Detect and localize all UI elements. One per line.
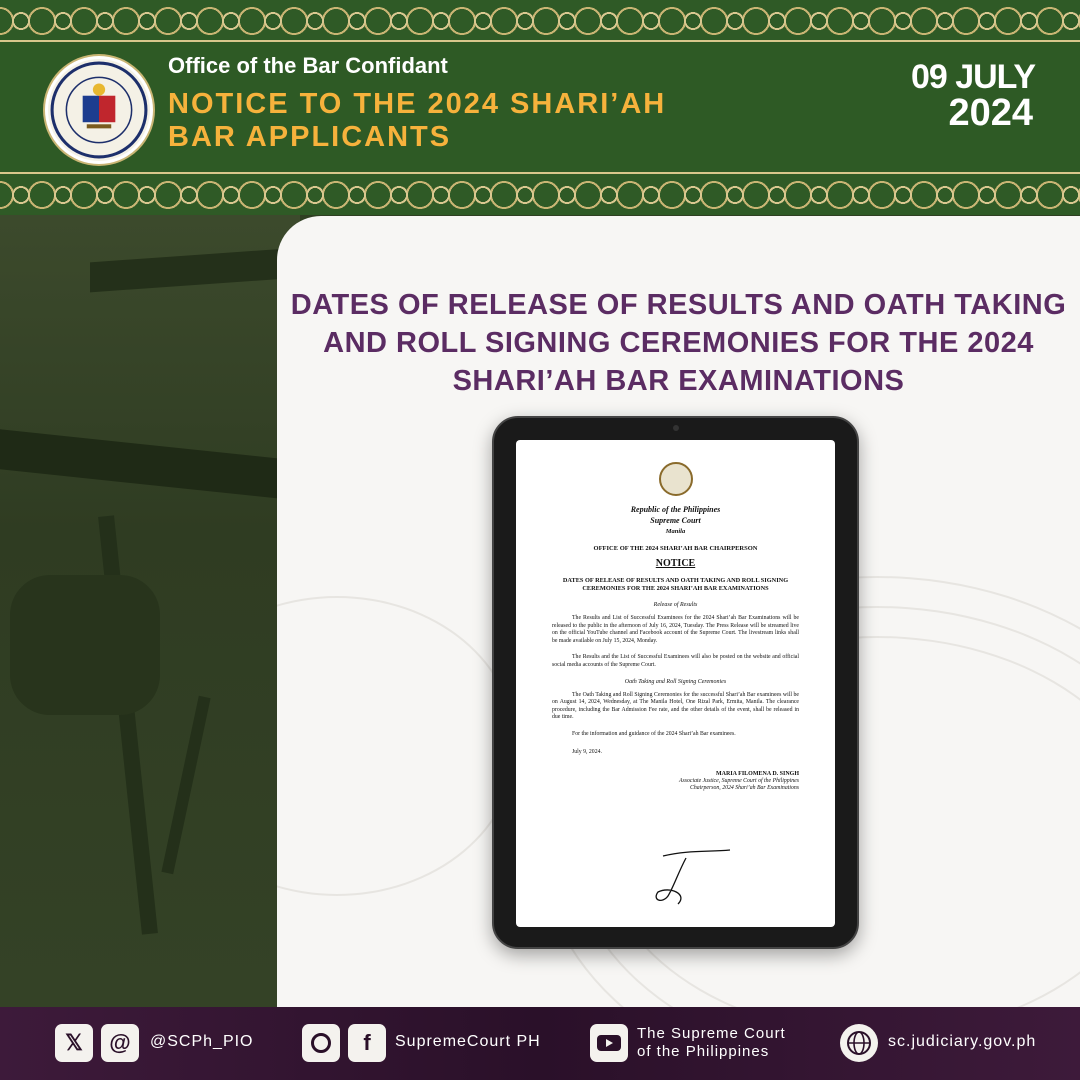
office-name: Office of the Bar Confidant: [168, 53, 448, 78]
document-title: DATES OF RELEASE OF RESULTS AND OATH TAKING AND ROLL SIGNING CEREMONIES FOR THE 2024 SHARI’AH BAR EXAMINATIONS: [562, 577, 789, 592]
document-paragraph-3: The Oath Taking and Roll Signing Ceremonies for the successful Shari’ah Bar examinees will be on August 14, 2024, Wednesday, at The Manila Hotel, One Rizal Park, Ermita, Manila. The clearance procedure, including the Bar Admission Fee rate, and the other details of the event, shall be released in due time.: [552, 691, 799, 721]
globe-icon[interactable]: [840, 1024, 878, 1062]
content-panel: [277, 216, 1080, 1008]
document-office: OFFICE OF THE 2024 SHARI’AH BAR CHAIRPERSON: [593, 545, 758, 552]
document-signer-role-1: Associate Justice, Supreme Court of the Philippines: [678, 777, 799, 784]
document-paragraph-1: The Results and List of Successful Examinees for the 2024 Shari’ah Bar Examinations will be released to the public in the afternoon of July 16, 2024, Tuesday. The Press Release will be streamed live on the official YouTube channel and Facebook account of the Supreme Court. The livestream links shall be made available on July 15, 2024, Monday.: [552, 615, 799, 644]
headline-line2: AND ROLL SIGNING CEREMONIES FOR THE 2024: [323, 327, 1034, 359]
document-section-release: Release of Results: [653, 602, 698, 608]
notice-title: [168, 88, 768, 154]
youtube-channel-line1: The Supreme Court: [637, 1025, 786, 1042]
notice-date-year: 2024: [948, 92, 1033, 134]
facebook-logo-icon[interactable]: f: [348, 1024, 386, 1062]
tablet-mockup: [492, 416, 859, 949]
document-section-oath: Oath Taking and Roll Signing Ceremonies: [624, 678, 727, 685]
classroom-chairs-photo: [0, 215, 300, 1007]
youtube-channel-link[interactable]: [637, 1025, 786, 1061]
headline-line3: SHARI’AH BAR EXAMINATIONS: [452, 365, 905, 397]
document-date: July 9, 2024.: [572, 748, 602, 755]
headline: [277, 286, 1080, 400]
document-signature-block: [552, 771, 799, 793]
document-republic: Republic of the Philippines: [630, 505, 721, 514]
notice-document: [516, 440, 835, 927]
document-signer-role-2: Chairperson, 2024 Shari’ah Bar Examinations: [689, 785, 799, 792]
youtube-channel-line2: of the Philippines: [637, 1043, 770, 1060]
x-handle-link[interactable]: @SCPh_PIO: [150, 1033, 254, 1050]
document-signer-name: MARIA FILOMENA D. SINGH: [715, 770, 799, 777]
website-link[interactable]: sc.judiciary.gov.ph: [888, 1033, 1037, 1050]
youtube-logo-icon[interactable]: [590, 1024, 628, 1062]
facebook-page-link[interactable]: SupremeCourt PH: [395, 1033, 541, 1050]
signature-scribble: [648, 848, 738, 908]
notice-title-line2: BAR APPLICANTS: [168, 121, 452, 153]
header-banner: [0, 0, 1080, 215]
notice-title-line1: NOTICE TO THE 2024 SHARI’AH: [168, 88, 667, 120]
supreme-court-seal-icon: [45, 56, 153, 164]
instagram-logo-icon[interactable]: [302, 1024, 340, 1062]
notice-date-day-month: 09 JULY: [910, 58, 1035, 96]
document-paragraph-2: The Results and the List of Successful Examinees will also be posted on the website and official social media accounts of the Supreme Court.: [552, 654, 799, 668]
document-letterhead: [552, 504, 799, 537]
threads-logo-icon[interactable]: @: [101, 1024, 139, 1062]
tablet-camera: [673, 425, 679, 431]
ornamental-border-top: [0, 0, 1080, 42]
document-city: Manila: [665, 528, 686, 535]
document-paragraph-4: For the information and guidance of the 2024 Shari’ah Bar examinees.: [572, 730, 736, 737]
document-notice-heading: NOTICE: [655, 558, 696, 569]
document-court: Supreme Court: [650, 516, 701, 525]
ornamental-border-bottom: [0, 172, 1080, 214]
document-seal-icon: [659, 462, 693, 496]
footer-bar: [0, 1007, 1080, 1080]
x-logo-icon[interactable]: 𝕏: [55, 1024, 93, 1062]
headline-line1: DATES OF RELEASE OF RESULTS AND OATH TAKING: [290, 289, 1067, 321]
